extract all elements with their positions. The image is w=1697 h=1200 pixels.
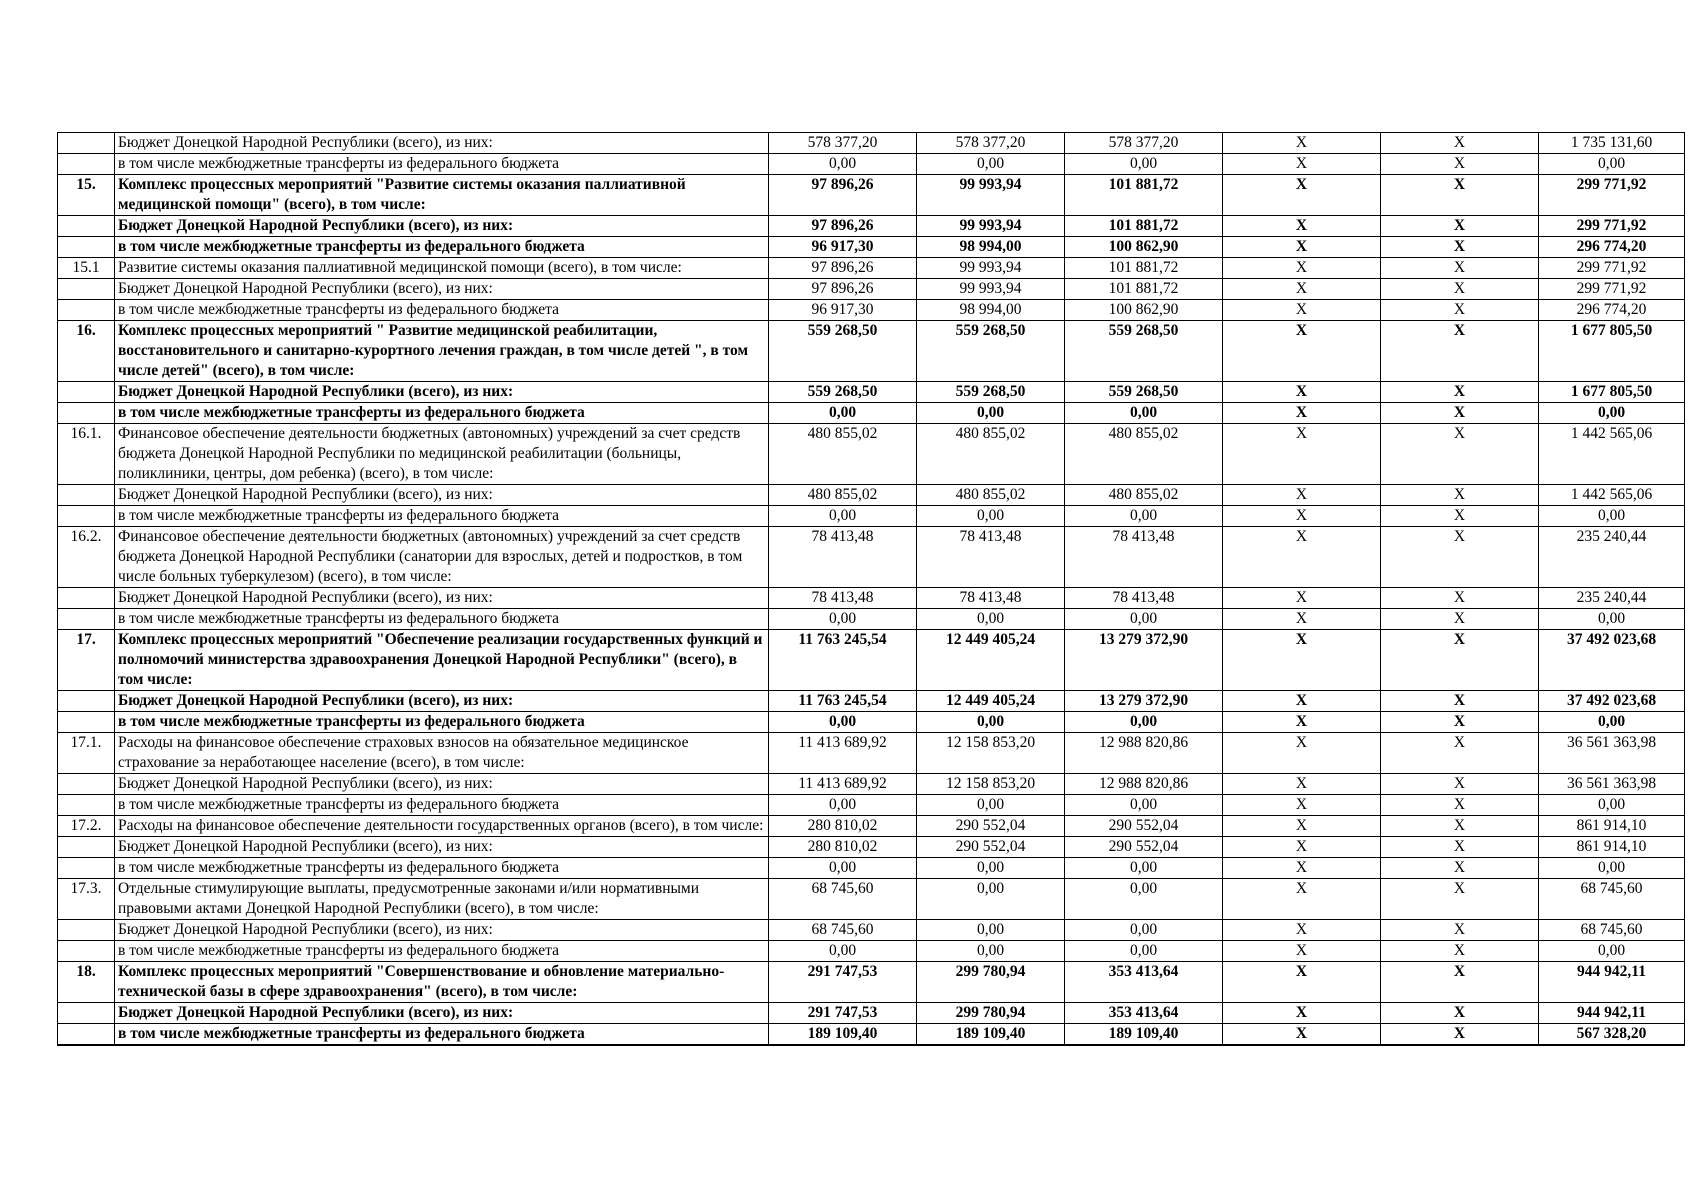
value-year-2: 0,00	[917, 879, 1065, 920]
value-year-1: 97 896,26	[769, 258, 917, 279]
row-index	[58, 382, 115, 403]
value-year-2: 559 268,50	[917, 382, 1065, 403]
value-total: 235 240,44	[1539, 527, 1685, 588]
value-year-1: 559 268,50	[769, 382, 917, 403]
value-total: 299 771,92	[1539, 258, 1685, 279]
value-year-2: 0,00	[917, 506, 1065, 527]
value-year-2: 480 855,02	[917, 485, 1065, 506]
table-row	[58, 424, 1685, 485]
row-description: в том числе межбюджетные трансферты из федерального бюджета	[115, 154, 769, 175]
value-year-1: 559 268,50	[769, 321, 917, 382]
x-mark-1: Х	[1223, 154, 1381, 175]
row-index	[58, 133, 115, 154]
value-total: 36 561 363,98	[1539, 733, 1685, 774]
row-index: 17.3.	[58, 879, 115, 920]
x-mark-1: Х	[1223, 321, 1381, 382]
row-index: 18.	[58, 962, 115, 1003]
value-total: 296 774,20	[1539, 237, 1685, 258]
value-total: 944 942,11	[1539, 962, 1685, 1003]
table-row	[58, 941, 1685, 962]
x-mark-2: Х	[1381, 175, 1539, 216]
value-year-3: 480 855,02	[1065, 424, 1223, 485]
value-year-1: 11 413 689,92	[769, 733, 917, 774]
value-year-2: 189 109,40	[917, 1024, 1065, 1046]
value-year-2: 99 993,94	[917, 258, 1065, 279]
x-mark-2: Х	[1381, 1024, 1539, 1046]
value-year-3: 559 268,50	[1065, 321, 1223, 382]
x-mark-2: Х	[1381, 879, 1539, 920]
value-total: 0,00	[1539, 795, 1685, 816]
row-index	[58, 837, 115, 858]
x-mark-1: Х	[1223, 1003, 1381, 1024]
value-total: 0,00	[1539, 712, 1685, 733]
row-description: Бюджет Донецкой Народной Республики (всего), из них:	[115, 920, 769, 941]
x-mark-1: Х	[1223, 630, 1381, 691]
table-row	[58, 795, 1685, 816]
x-mark-1: Х	[1223, 237, 1381, 258]
table-row	[58, 1003, 1685, 1024]
row-index	[58, 795, 115, 816]
value-total: 0,00	[1539, 941, 1685, 962]
x-mark-1: Х	[1223, 527, 1381, 588]
value-year-3: 13 279 372,90	[1065, 691, 1223, 712]
table-row	[58, 920, 1685, 941]
table-row	[58, 133, 1685, 154]
value-year-2: 0,00	[917, 858, 1065, 879]
x-mark-1: Х	[1223, 279, 1381, 300]
value-year-3: 13 279 372,90	[1065, 630, 1223, 691]
x-mark-2: Х	[1381, 154, 1539, 175]
row-index	[58, 858, 115, 879]
x-mark-2: Х	[1381, 941, 1539, 962]
x-mark-2: Х	[1381, 237, 1539, 258]
row-index	[58, 1003, 115, 1024]
value-year-2: 480 855,02	[917, 424, 1065, 485]
table-row	[58, 837, 1685, 858]
value-year-3: 0,00	[1065, 154, 1223, 175]
table-row	[58, 630, 1685, 691]
x-mark-2: Х	[1381, 279, 1539, 300]
value-year-3: 353 413,64	[1065, 962, 1223, 1003]
value-total: 1 442 565,06	[1539, 424, 1685, 485]
x-mark-1: Х	[1223, 774, 1381, 795]
value-year-2: 299 780,94	[917, 1003, 1065, 1024]
table-row	[58, 858, 1685, 879]
row-index	[58, 403, 115, 424]
table-row	[58, 237, 1685, 258]
value-year-1: 0,00	[769, 154, 917, 175]
value-year-3: 480 855,02	[1065, 485, 1223, 506]
row-description: Бюджет Донецкой Народной Республики (всего), из них:	[115, 588, 769, 609]
table-row	[58, 216, 1685, 237]
table-row	[58, 258, 1685, 279]
row-description: Бюджет Донецкой Народной Республики (всего), из них:	[115, 382, 769, 403]
row-description: в том числе межбюджетные трансферты из федерального бюджета	[115, 795, 769, 816]
x-mark-1: Х	[1223, 300, 1381, 321]
value-year-1: 96 917,30	[769, 300, 917, 321]
value-year-1: 97 896,26	[769, 175, 917, 216]
value-year-3: 100 862,90	[1065, 300, 1223, 321]
value-year-1: 11 413 689,92	[769, 774, 917, 795]
x-mark-1: Х	[1223, 733, 1381, 774]
x-mark-1: Х	[1223, 712, 1381, 733]
table-row	[58, 300, 1685, 321]
table-row	[58, 506, 1685, 527]
value-year-3: 0,00	[1065, 712, 1223, 733]
x-mark-1: Х	[1223, 941, 1381, 962]
value-year-3: 0,00	[1065, 403, 1223, 424]
table-row	[58, 279, 1685, 300]
x-mark-2: Х	[1381, 691, 1539, 712]
row-index	[58, 712, 115, 733]
row-description: в том числе межбюджетные трансферты из федерального бюджета	[115, 1024, 769, 1046]
x-mark-2: Х	[1381, 300, 1539, 321]
value-year-3: 0,00	[1065, 858, 1223, 879]
value-year-1: 11 763 245,54	[769, 691, 917, 712]
x-mark-1: Х	[1223, 424, 1381, 485]
x-mark-2: Х	[1381, 485, 1539, 506]
value-year-3: 290 552,04	[1065, 837, 1223, 858]
x-mark-1: Х	[1223, 506, 1381, 527]
row-description: Расходы на финансовое обеспечение страховых взносов на обязательное медицинское страхование за неработающее население (всего), в том числе:	[115, 733, 769, 774]
value-total: 0,00	[1539, 403, 1685, 424]
x-mark-1: Х	[1223, 816, 1381, 837]
value-total: 1 677 805,50	[1539, 382, 1685, 403]
value-year-2: 0,00	[917, 941, 1065, 962]
value-year-2: 0,00	[917, 795, 1065, 816]
table-row	[58, 879, 1685, 920]
value-year-2: 0,00	[917, 403, 1065, 424]
value-year-2: 12 449 405,24	[917, 630, 1065, 691]
table-row	[58, 154, 1685, 175]
value-year-1: 0,00	[769, 506, 917, 527]
x-mark-2: Х	[1381, 382, 1539, 403]
value-year-3: 189 109,40	[1065, 1024, 1223, 1046]
row-description: Бюджет Донецкой Народной Республики (всего), из них:	[115, 279, 769, 300]
value-year-1: 189 109,40	[769, 1024, 917, 1046]
value-total: 1 677 805,50	[1539, 321, 1685, 382]
value-year-1: 0,00	[769, 941, 917, 962]
row-description: в том числе межбюджетные трансферты из федерального бюджета	[115, 858, 769, 879]
value-year-2: 99 993,94	[917, 175, 1065, 216]
x-mark-1: Х	[1223, 258, 1381, 279]
table-row	[58, 816, 1685, 837]
x-mark-1: Х	[1223, 879, 1381, 920]
table-row	[58, 962, 1685, 1003]
value-total: 36 561 363,98	[1539, 774, 1685, 795]
value-year-2: 0,00	[917, 712, 1065, 733]
value-total: 299 771,92	[1539, 175, 1685, 216]
value-year-3: 0,00	[1065, 879, 1223, 920]
row-description: Комплекс процессных мероприятий "Обеспечение реализации государственных функций и полномочий министерства здравоохранения Донецкой Народной Республики" (всего), в том числе:	[115, 630, 769, 691]
row-index	[58, 279, 115, 300]
value-total: 37 492 023,68	[1539, 630, 1685, 691]
value-total: 0,00	[1539, 506, 1685, 527]
row-index	[58, 506, 115, 527]
value-year-1: 11 763 245,54	[769, 630, 917, 691]
row-description: в том числе межбюджетные трансферты из федерального бюджета	[115, 941, 769, 962]
value-year-1: 0,00	[769, 858, 917, 879]
row-index	[58, 485, 115, 506]
x-mark-2: Х	[1381, 1003, 1539, 1024]
x-mark-2: Х	[1381, 609, 1539, 630]
value-year-2: 99 993,94	[917, 216, 1065, 237]
x-mark-1: Х	[1223, 175, 1381, 216]
value-year-2: 78 413,48	[917, 527, 1065, 588]
value-total: 0,00	[1539, 609, 1685, 630]
value-total: 235 240,44	[1539, 588, 1685, 609]
value-year-3: 0,00	[1065, 609, 1223, 630]
value-total: 296 774,20	[1539, 300, 1685, 321]
row-description: Бюджет Донецкой Народной Республики (всего), из них:	[115, 691, 769, 712]
value-year-1: 280 810,02	[769, 837, 917, 858]
value-year-1: 0,00	[769, 795, 917, 816]
value-year-1: 480 855,02	[769, 424, 917, 485]
value-total: 299 771,92	[1539, 216, 1685, 237]
table-row	[58, 1024, 1685, 1046]
value-year-1: 97 896,26	[769, 279, 917, 300]
row-index	[58, 774, 115, 795]
row-description: Бюджет Донецкой Народной Республики (всего), из них:	[115, 133, 769, 154]
value-total: 1 735 131,60	[1539, 133, 1685, 154]
row-description: Бюджет Донецкой Народной Республики (всего), из них:	[115, 1003, 769, 1024]
table-row	[58, 321, 1685, 382]
x-mark-1: Х	[1223, 588, 1381, 609]
row-description: Комплекс процессных мероприятий " Развитие медицинской реабилитации, восстановительного и санитарно-курортного лечения граждан, в том числе детей ", в том числе детей" (всего), в том числе:	[115, 321, 769, 382]
row-index	[58, 691, 115, 712]
row-description: Бюджет Донецкой Народной Республики (всего), из них:	[115, 837, 769, 858]
x-mark-2: Х	[1381, 774, 1539, 795]
value-year-3: 100 862,90	[1065, 237, 1223, 258]
x-mark-1: Х	[1223, 485, 1381, 506]
table-row	[58, 609, 1685, 630]
x-mark-1: Х	[1223, 403, 1381, 424]
value-year-3: 101 881,72	[1065, 279, 1223, 300]
value-year-3: 0,00	[1065, 941, 1223, 962]
row-description: Финансовое обеспечение деятельности бюджетных (автономных) учреждений за счет средств бюджета Донецкой Народной Республики (санатории для взрослых, детей и подростков, в том числе больных туберкулезом) (всего), в том числе:	[115, 527, 769, 588]
row-index: 16.2.	[58, 527, 115, 588]
value-total: 0,00	[1539, 154, 1685, 175]
x-mark-2: Х	[1381, 216, 1539, 237]
value-year-2: 78 413,48	[917, 588, 1065, 609]
value-year-1: 78 413,48	[769, 588, 917, 609]
x-mark-2: Х	[1381, 733, 1539, 774]
row-description: Расходы на финансовое обеспечение деятельности государственных органов (всего), в том числе:	[115, 816, 769, 837]
row-index: 17.2.	[58, 816, 115, 837]
value-year-1: 480 855,02	[769, 485, 917, 506]
value-year-2: 290 552,04	[917, 816, 1065, 837]
value-year-2: 559 268,50	[917, 321, 1065, 382]
table-row	[58, 382, 1685, 403]
x-mark-1: Х	[1223, 837, 1381, 858]
x-mark-2: Х	[1381, 795, 1539, 816]
value-year-1: 0,00	[769, 403, 917, 424]
value-year-1: 97 896,26	[769, 216, 917, 237]
row-index: 16.1.	[58, 424, 115, 485]
x-mark-2: Х	[1381, 630, 1539, 691]
value-year-2: 0,00	[917, 609, 1065, 630]
value-year-3: 578 377,20	[1065, 133, 1223, 154]
x-mark-1: Х	[1223, 216, 1381, 237]
row-index: 16.	[58, 321, 115, 382]
value-total: 861 914,10	[1539, 816, 1685, 837]
value-total: 1 442 565,06	[1539, 485, 1685, 506]
value-year-3: 101 881,72	[1065, 175, 1223, 216]
x-mark-2: Х	[1381, 712, 1539, 733]
row-description: Бюджет Донецкой Народной Республики (всего), из них:	[115, 485, 769, 506]
x-mark-1: Х	[1223, 382, 1381, 403]
row-description: Отдельные стимулирующие выплаты, предусмотренные законами и/или нормативными правовыми актами Донецкой Народной Республики (всего), в том числе:	[115, 879, 769, 920]
value-year-2: 99 993,94	[917, 279, 1065, 300]
x-mark-2: Х	[1381, 403, 1539, 424]
row-index: 17.	[58, 630, 115, 691]
row-index	[58, 941, 115, 962]
table-row	[58, 588, 1685, 609]
value-year-3: 78 413,48	[1065, 588, 1223, 609]
x-mark-2: Х	[1381, 837, 1539, 858]
value-year-1: 68 745,60	[769, 879, 917, 920]
table-row	[58, 712, 1685, 733]
value-total: 68 745,60	[1539, 920, 1685, 941]
table-row	[58, 527, 1685, 588]
value-year-3: 0,00	[1065, 920, 1223, 941]
value-total: 299 771,92	[1539, 279, 1685, 300]
value-total: 68 745,60	[1539, 879, 1685, 920]
value-year-1: 0,00	[769, 712, 917, 733]
x-mark-1: Х	[1223, 795, 1381, 816]
row-description: Развитие системы оказания паллиативной медицинской помощи (всего), в том числе:	[115, 258, 769, 279]
table-row	[58, 733, 1685, 774]
row-description: в том числе межбюджетные трансферты из федерального бюджета	[115, 300, 769, 321]
x-mark-1: Х	[1223, 691, 1381, 712]
value-total: 0,00	[1539, 858, 1685, 879]
x-mark-2: Х	[1381, 527, 1539, 588]
value-year-2: 12 158 853,20	[917, 733, 1065, 774]
value-year-3: 0,00	[1065, 795, 1223, 816]
value-total: 37 492 023,68	[1539, 691, 1685, 712]
table-row	[58, 691, 1685, 712]
row-description: в том числе межбюджетные трансферты из федерального бюджета	[115, 506, 769, 527]
x-mark-1: Х	[1223, 962, 1381, 1003]
value-year-2: 98 994,00	[917, 237, 1065, 258]
value-year-2: 299 780,94	[917, 962, 1065, 1003]
row-description: Комплекс процессных мероприятий "Совершенствование и обновление материально-технической базы в сфере здравоохранения" (всего), в том числе:	[115, 962, 769, 1003]
value-year-3: 12 988 820,86	[1065, 733, 1223, 774]
row-description: Комплекс процессных мероприятий "Развитие системы оказания паллиативной медицинской помощи" (всего), в том числе:	[115, 175, 769, 216]
row-description: Бюджет Донецкой Народной Республики (всего), из них:	[115, 216, 769, 237]
x-mark-2: Х	[1381, 424, 1539, 485]
row-description: Бюджет Донецкой Народной Республики (всего), из них:	[115, 774, 769, 795]
value-year-3: 78 413,48	[1065, 527, 1223, 588]
value-year-2: 578 377,20	[917, 133, 1065, 154]
value-year-3: 353 413,64	[1065, 1003, 1223, 1024]
x-mark-2: Х	[1381, 321, 1539, 382]
value-year-1: 0,00	[769, 609, 917, 630]
value-year-1: 578 377,20	[769, 133, 917, 154]
x-mark-1: Х	[1223, 1024, 1381, 1046]
value-year-2: 12 449 405,24	[917, 691, 1065, 712]
row-index	[58, 920, 115, 941]
table-row	[58, 403, 1685, 424]
row-description: Финансовое обеспечение деятельности бюджетных (автономных) учреждений за счет средств бюджета Донецкой Народной Республики по медицинской реабилитации (больницы, поликлиники, центры, дом ребенка) (всего), в том числе:	[115, 424, 769, 485]
value-total: 944 942,11	[1539, 1003, 1685, 1024]
table-row	[58, 175, 1685, 216]
row-index	[58, 237, 115, 258]
x-mark-1: Х	[1223, 920, 1381, 941]
x-mark-2: Х	[1381, 506, 1539, 527]
x-mark-1: Х	[1223, 133, 1381, 154]
x-mark-2: Х	[1381, 920, 1539, 941]
row-index	[58, 609, 115, 630]
value-year-3: 101 881,72	[1065, 258, 1223, 279]
row-index	[58, 216, 115, 237]
value-total: 567 328,20	[1539, 1024, 1685, 1046]
x-mark-2: Х	[1381, 816, 1539, 837]
value-year-2: 12 158 853,20	[917, 774, 1065, 795]
table-row	[58, 774, 1685, 795]
value-year-1: 291 747,53	[769, 962, 917, 1003]
row-description: в том числе межбюджетные трансферты из федерального бюджета	[115, 403, 769, 424]
value-year-3: 559 268,50	[1065, 382, 1223, 403]
value-total: 861 914,10	[1539, 837, 1685, 858]
value-year-3: 101 881,72	[1065, 216, 1223, 237]
value-year-2: 0,00	[917, 154, 1065, 175]
x-mark-2: Х	[1381, 588, 1539, 609]
value-year-1: 68 745,60	[769, 920, 917, 941]
row-index	[58, 1024, 115, 1046]
value-year-1: 291 747,53	[769, 1003, 917, 1024]
table-row	[58, 485, 1685, 506]
row-index: 17.1.	[58, 733, 115, 774]
value-year-3: 290 552,04	[1065, 816, 1223, 837]
row-index: 15.1	[58, 258, 115, 279]
row-description: в том числе межбюджетные трансферты из федерального бюджета	[115, 609, 769, 630]
value-year-2: 98 994,00	[917, 300, 1065, 321]
row-description: в том числе межбюджетные трансферты из федерального бюджета	[115, 237, 769, 258]
value-year-1: 78 413,48	[769, 527, 917, 588]
x-mark-1: Х	[1223, 858, 1381, 879]
budget-table	[57, 132, 1685, 1046]
value-year-3: 12 988 820,86	[1065, 774, 1223, 795]
x-mark-2: Х	[1381, 133, 1539, 154]
value-year-2: 290 552,04	[917, 837, 1065, 858]
row-description: в том числе межбюджетные трансферты из федерального бюджета	[115, 712, 769, 733]
value-year-3: 0,00	[1065, 506, 1223, 527]
row-index	[58, 300, 115, 321]
x-mark-1: Х	[1223, 609, 1381, 630]
value-year-1: 280 810,02	[769, 816, 917, 837]
value-year-2: 0,00	[917, 920, 1065, 941]
x-mark-2: Х	[1381, 962, 1539, 1003]
row-index	[58, 154, 115, 175]
x-mark-2: Х	[1381, 858, 1539, 879]
row-index: 15.	[58, 175, 115, 216]
x-mark-2: Х	[1381, 258, 1539, 279]
value-year-1: 96 917,30	[769, 237, 917, 258]
row-index	[58, 588, 115, 609]
